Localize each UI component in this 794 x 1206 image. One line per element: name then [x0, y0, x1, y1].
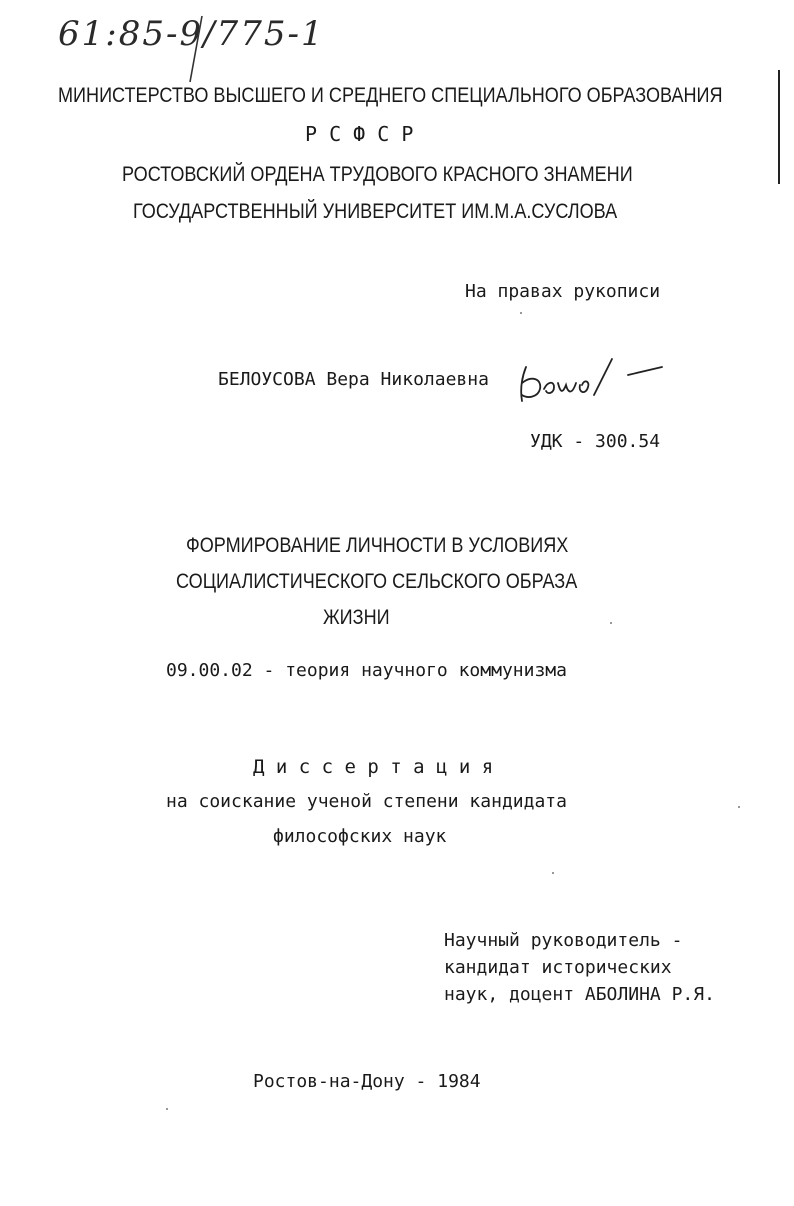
degree-line2: философских наук [273, 826, 447, 847]
scan-speck [552, 872, 554, 874]
author-name: БЕЛОУСОВА Вера Николаевна [218, 369, 489, 390]
thesis-title-line2: СОЦИАЛИСТИЧЕСКОГО СЕЛЬСКОГО ОБРАЗА [176, 570, 578, 593]
scan-speck [738, 806, 740, 808]
place-and-year: Ростов-на-Дону - 1984 [253, 1071, 481, 1092]
author-signature [512, 355, 672, 410]
degree-line1: на соискание ученой степени кандидата [166, 791, 567, 812]
scan-speck [166, 1108, 168, 1110]
dissertation-heading: Д и с с е р т а ц и я [253, 756, 494, 778]
scan-speck [520, 312, 522, 314]
scan-speck [610, 622, 612, 624]
university-heading-line2: ГОСУДАРСТВЕННЫЙ УНИВЕРСИТЕТ ИМ.М.А.СУСЛОВА [133, 200, 618, 223]
university-heading-line1: РОСТОВСКИЙ ОРДЕНА ТРУДОВОГО КРАСНОГО ЗНАМЕНИ [122, 163, 633, 186]
archive-code-handwritten: 61:85-9/775-1 [58, 14, 325, 54]
republic-heading: Р С Ф С Р [305, 122, 414, 146]
manuscript-note: На правах рукописи [465, 281, 661, 302]
handwriting-slash-mark [180, 14, 210, 84]
thesis-title-line3: ЖИЗНИ [323, 606, 390, 629]
supervisor-line3: наук, доцент АБОЛИНА Р.Я. [444, 984, 715, 1005]
margin-rule-line [778, 70, 780, 184]
thesis-title-line1: ФОРМИРОВАНИЕ ЛИЧНОСТИ В УСЛОВИЯХ [186, 534, 569, 557]
supervisor-line2: кандидат исторических [444, 957, 672, 978]
udc-code: УДК - 300.54 [530, 431, 661, 452]
ministry-heading: МИНИСТЕРСТВО ВЫСШЕГО И СРЕДНЕГО СПЕЦИАЛЬНОГО ОБРАЗОВАНИЯ [58, 84, 723, 107]
specialty-code: 09.00.02 - теория научного коммунизма [166, 660, 567, 681]
supervisor-line1: Научный руководитель - [444, 930, 683, 951]
